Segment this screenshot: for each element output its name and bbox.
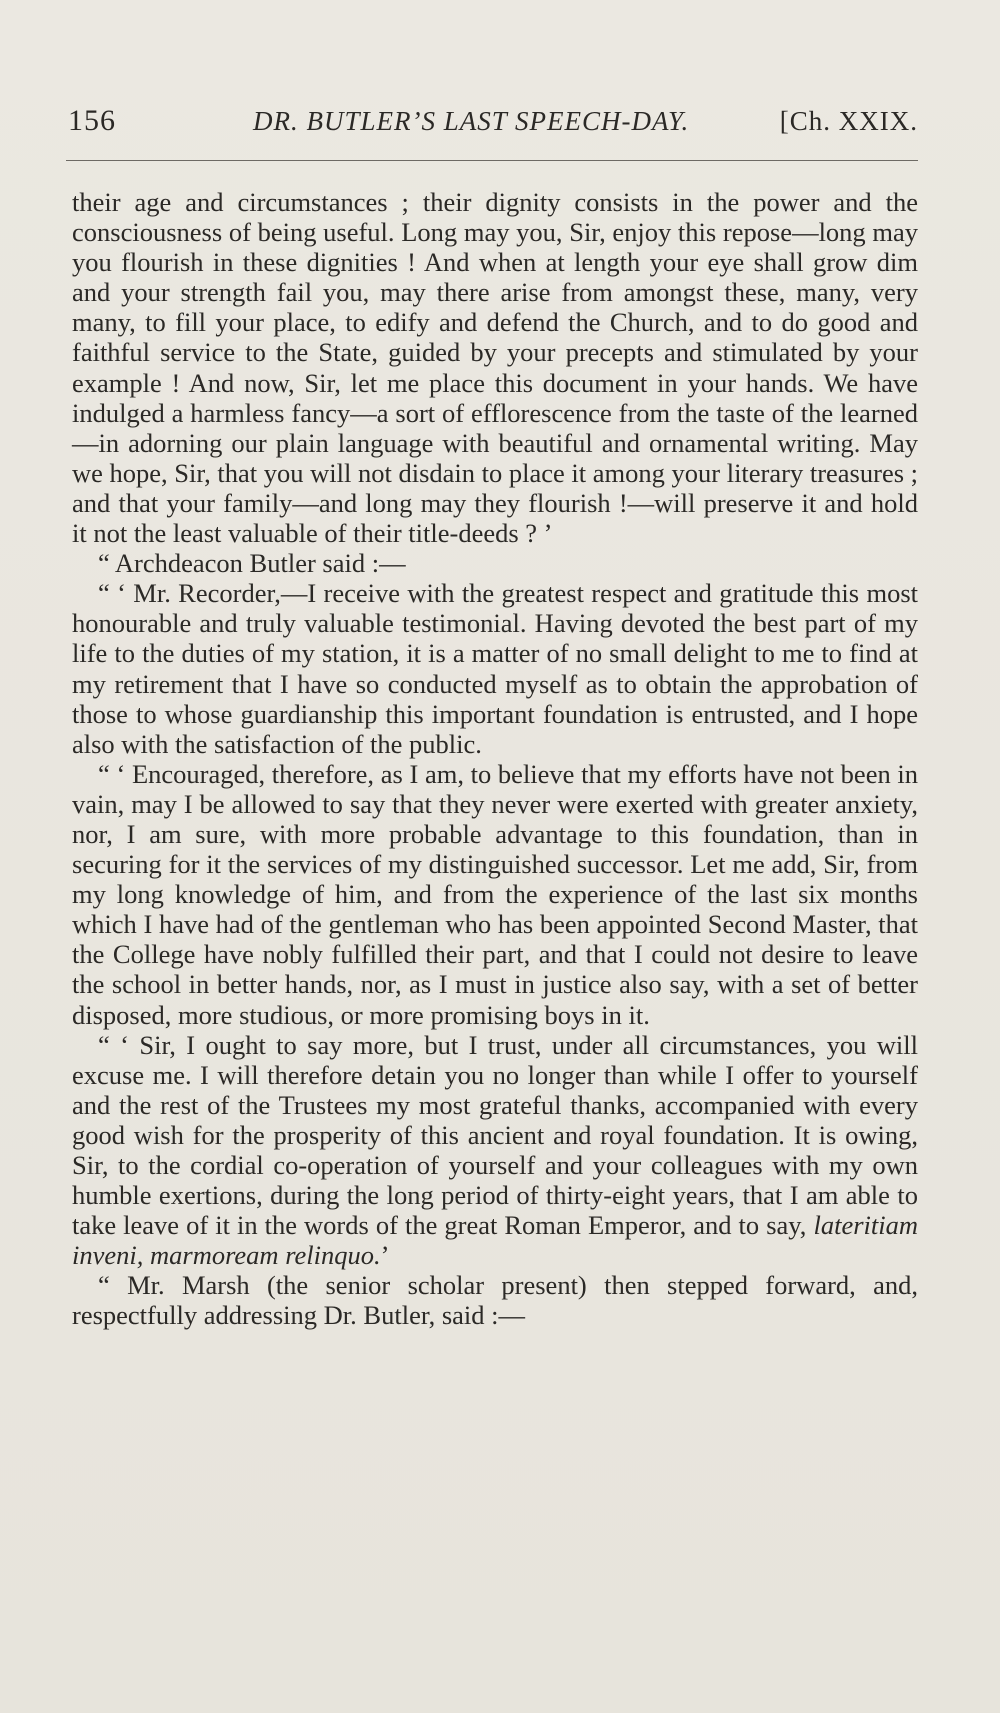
header-rule bbox=[66, 160, 918, 161]
paragraph-sir-i-ought bbox=[72, 1030, 918, 1271]
closing-quote: ’ bbox=[380, 1240, 390, 1271]
body-text bbox=[72, 187, 918, 1331]
latin-quotation: lateritiam inveni, marmoream relinquo. bbox=[72, 1210, 918, 1271]
chapter-label: [Ch. XXIX. bbox=[779, 106, 918, 136]
paragraph-text: “ ‘ Sir, I ought to say more, but I trust, under all circumstances, you will excuse me. I will therefore detain you no longer than while I offer to yourself and the rest of the Trustees my most grateful thanks, accompanied with every good wish for the prosperity of this ancient and royal foundation. It is owing, Sir, to the cordial co-operation of yourself and your colleagues with my own humble exertions, during the long period of thirty-eight years, that I am able to take leave of it in the words of the great Roman Emperor, and to say, bbox=[72, 1029, 918, 1241]
paragraph-mr-marsh: “ Mr. Marsh (the senior scholar present) then stepped forward, and, respectfully addressing Dr. Butler, said :— bbox=[72, 1270, 918, 1331]
paragraph-continuation: their age and circumstances ; their dignity consists in the power and the consciousness of being useful. Long may you, Sir, enjoy this repose—long may you flourish in these dignities ! And when at length your eye shall grow dim and your strength fail you, may there arise from amongst these, many, very many, to fill your place, to edify and defend the Church, and to do good and faithful service to the State, guided by your precepts and stimulated by your example ! And now, Sir, let me place this document in your hands. We have indulged a harmless fancy—a sort of efflorescence from the taste of the learned—in adorning our plain language with beautiful and ornamental writing. May we hope, Sir, that you will not disdain to place it among your literary treasures ; and that your family—and long may they flourish !—will preserve it and hold it not the least valuable of their title-deeds ? ’ bbox=[72, 187, 919, 549]
paragraph-archdeacon-intro: “ Archdeacon Butler said :— bbox=[98, 548, 406, 579]
paragraph-encouraged: “ ‘ Encouraged, therefore, as I am, to believe that my efforts have not been in vain, may I be allowed to say that they never were exerted with greater anxiety, nor, I am sure, with more probable advantage to this foundation, than in securing for it the services of my distinguished successor. Let me add, Sir, from my long knowledge of him, and from the experience of the last six months which I have had of the gentleman who has been appointed Second Master, that the College have nobly fulfilled their part, and that I could not desire to leave the school in better hands, nor, as I must in justice also say, with a set of better disposed, more studious, or more promising boys in it. bbox=[72, 758, 918, 1030]
page-number: 156 bbox=[68, 104, 116, 137]
paragraph-recorder-reply: “ ‘ Mr. Recorder,—I receive with the greatest respect and gratitude this most honourable and truly valuable testimonial. Having devoted the best part of my life to the duties of my station, it is a matter of no small delight to me to find at my retirement that I have so conducted myself as to obtain the approbation of those to whose guardianship this important foundation is entrusted, and I hope also with the satisfaction of the public. bbox=[72, 578, 918, 759]
running-header bbox=[68, 104, 918, 148]
running-title: DR. BUTLER’S LAST SPEECH-DAY. bbox=[253, 106, 690, 136]
